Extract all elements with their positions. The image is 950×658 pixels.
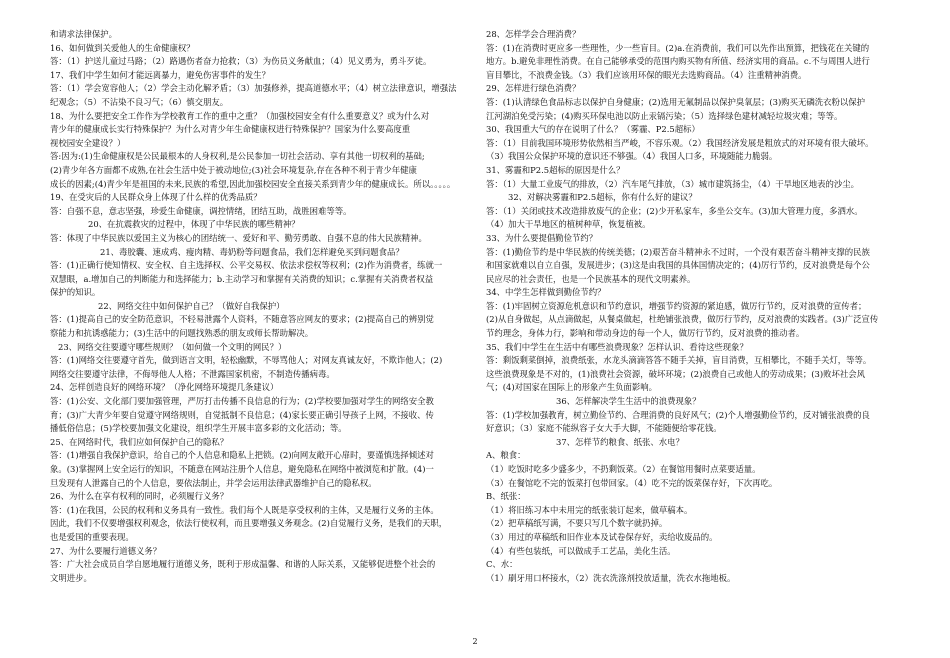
left-line: (2)青少年各方面都不成熟,在社会生活中处于被动地位;(3)社会环境复杂,存在各种不利于青少年健康 [50, 164, 417, 175]
right-line: （3）在餐馆吃不完的饭菜打包带回家。（4）吃不完的饭菜保存好，下次再吃。 [486, 477, 778, 488]
left-line: 19、在受灾后的人民群众身上体现了什么样的优秀品质？ [50, 192, 262, 203]
left-line: 18、为什么要把安全工作作为学校教育工作的重中之重？（加强校园安全有什么重要意义？或为什么对 [50, 110, 430, 121]
left-line: 保护的知识。 [50, 287, 101, 298]
left-line: 双慧眼，a.增加自己的判断能力和选择能力；b.主动学习和掌握有关消费的知识；c.掌握有关消费者权益 [50, 273, 434, 284]
right-line: 33、为什么要提倡勤俭节约？ [486, 232, 598, 243]
right-line: 答：(1)勤俭节约是中华民族的传统美德；(2)艰苦奋斗精神永不过时，一个没有艰苦奋斗精神支撑的民族 [486, 246, 870, 257]
left-line: 视校园安全建设？） [50, 137, 126, 148]
right-line: 地方。b.避免非理性消费。在自己能够承受的范围内购买物有所值、经济实用的商品。c.不与周围人进行 [486, 56, 870, 67]
left-line: 答：（1）护送儿童过马路；（2）路遇伤者奋力抢救；（3）为伤员义务献血；（4）见义勇为，勇斗歹徒。 [50, 56, 432, 67]
left-line: 答：(1)公安、文化部门要加强管理，严厉打击传播不良信息的行为；(2)学校要加强对学生的网络安全教 [50, 396, 434, 407]
right-line: 30、我国重大气的存在说明了什么？（雾霾、P2.5超标） [486, 124, 700, 135]
right-line: 28、怎样学会合理消费？ [486, 29, 581, 39]
left-line: 也是爱国的重要表现。 [50, 531, 134, 542]
left-line: 17、我们中学生如何才能远离暴力，避免伤害事件的发生？ [50, 69, 271, 80]
left-line: 答：(1)正确行使知情权、安全权、自主选择权、公平交易权、依法求偿权等权利；(2)作为消费者，练就一 [50, 260, 443, 271]
left-line: 22、网络交往中如何保护自己？（做好自我保护） [98, 300, 285, 311]
right-line: 答：(1)牢固树立资源危机意识和节约意识，增强节约资源的紧迫感，做厉行节约，反对浪费的宣传者； [486, 300, 867, 311]
left-line: 青少年的健康成长实行特殊保护？为什么对青少年生命健康权进行特殊保护？国家为什么要高度重 [50, 124, 411, 135]
right-line: C、水： [486, 559, 518, 570]
left-line: 答：(1)在我国，公民的权利和义务具有一致性。我们每个人既是享受权利的主体，又是履行义务的主体。 [50, 504, 439, 515]
right-line: 答：(1)学校加强教育，树立勤俭节约、合理消费的良好风气；(2)个人增强勤俭节约，反对铺张浪费的良 [486, 409, 870, 420]
left-line: 答:因为:(1)生命健康权是公民最根本的人身权利,是公民参加一切社会活动、享有其他一切权利的基础; [50, 151, 425, 162]
right-line: 这些浪费现象是不对的，(1)浪费社会资源，破坏环境；(2)浪费自己或他人的劳动成果；(3)败坏社会风 [486, 368, 865, 379]
left-line: 成长的因素;(4)青少年是祖国的未来,民族的希望,因此加强校园安全直接关系到青少年的健康成长。所以。。。。。 [50, 178, 456, 189]
left-line: 答：体现了中华民族以爱国主义为核心的团结统一、爱好和平、勤劳勇敢、自强不息的伟大民族精神。 [50, 232, 427, 243]
right-line: 和国家就难以自立自强，发展进步；(3)这是由我国的具体国情决定的；(4)厉行节约，反对浪费是每个公 [486, 260, 870, 271]
right-line: 节约理念，身体力行，影响和带动身边的每一个人，做厉行节约，反对浪费的推动者。 [486, 328, 805, 339]
left-line: 27、为什么要履行道德义务？ [50, 545, 162, 556]
right-line: （1）刷牙用口杯接水，（2）洗衣洗涤剂投放适量，洗衣水拖地板。 [486, 572, 736, 583]
left-line: 答：(1)提高自己的安全防范意识，不轻易泄露个人资料，不随意答应网友的要求；(2)提高自己的辨别觉 [50, 314, 434, 325]
right-line: （3）用过的草稿纸和旧作业本及试卷保存好，卖给收废品的。 [486, 531, 718, 542]
left-line: 旦发现有人泄露自己的个人信息，要依法制止，并学会运用法律武器维护自己的隐私权。 [50, 477, 377, 488]
right-line: 答：（1）目前我国环境形势依然相当严峻，不容乐观。（2）我国经济发展是粗放式的对环境有很大破坏。 [486, 137, 874, 148]
right-line: 答：(1)在消费时更应多一些理性，少一些盲目。(2)a.在消费前，我们可以先作出预算，把钱花在关键的 [486, 42, 870, 53]
right-line: 答：（1）大量工业废气的排放，（2）汽车尾气排放，（3）城市建筑扬尘，（4）干旱地区地表的沙尘。 [486, 178, 860, 189]
right-column [486, 28, 904, 585]
left-line: 答：(1)网络交往要遵守首先，做到语言文明，轻松幽默，不辱骂他人；对网友真诚友好，不欺诈他人；(2) [50, 355, 443, 366]
left-line: 16、如何做到关爱他人的生命健康权？ [50, 42, 195, 53]
left-line: 23、网络交往要遵守哪些规则？（如何做一个文明的网民？） [58, 341, 287, 352]
right-line: 32、对解决雾霾和P2.5超标，你有什么好的建议？ [508, 192, 697, 203]
right-line: 35、我们中学生在生活中有哪些浪费现象？怎样认识、看待这些现象？ [486, 341, 748, 352]
right-line: (2)从自身做起，从点滴做起，从餐桌做起，杜绝铺张浪费，做厉行节约，反对浪费的实践者。(3)广泛宣传 [486, 314, 879, 325]
left-line: 答：（1）学会宽容他人；（2）学会主动化解矛盾；（3）加强修养，提高道德水平；（4）树立法律意识，增强法 [50, 83, 457, 94]
right-line: 江河湖泊免受污染；(4)购买环保电池以防止汞镉污染；（5）选择绿色建材减轻垃圾灾难；等等。 [486, 110, 843, 121]
right-line: 答：（1）关闭或技术改造排放废气的企业；(2)少开私家车，多坐公交车。(3)加大管理力度，多洒水。 [486, 205, 863, 216]
right-line: （4）加大干旱地区的植树种草，恢复植被。 [486, 219, 651, 230]
right-line: 气；(4)对国家在国际上的形象产生负面影响。 [486, 382, 657, 393]
left-line: 因此，我们不仅要增强权利观念，依法行使权利，而且要增强义务观念。(2)自觉履行义务，是我们的天职， [50, 518, 448, 529]
right-line: （1）吃饭时吃多少盛多少，不扔剩饭菜。（2）在餐馆用餐时点菜要适量。 [486, 464, 761, 474]
right-line: （1）将旧练习本中未用完的纸张装订起来，做草稿本。 [486, 504, 693, 515]
right-line: B、纸张： [486, 491, 526, 502]
left-line: 24、怎样创造良好的网络环境？（净化网络环境提几条建议） [50, 382, 279, 393]
right-line: （3）我国公众保护环境的意识还不够强。（4）我国人口多，环境随能力脆弱。 [486, 151, 778, 162]
left-column [50, 28, 474, 585]
right-line: 29、怎样进行绿色消费？ [486, 83, 581, 94]
left-line: 答：广大社会成员自学自愿地履行道德义务，既利于形成温馨、和谐的人际关系，又能够促进整个社会的 [50, 559, 436, 570]
left-line: 网络交往要遵守法律，不侮辱他人人格；不泄露国家机密，不制造传播病毒。 [50, 368, 335, 379]
left-line: 答：(1)增强自我保护意识，给自己的个人信息和隐私上把锁。(2)向网友敞开心扉时，要谨慎选择倾述对 [50, 450, 434, 461]
right-line: （4）有些包装纸，可以做成手工艺品，美化生活。 [486, 545, 676, 556]
left-line: 和请求法律保护。 [50, 29, 117, 39]
right-line: 民应尽的社会责任，也是一个民族基本的现代文明素养。 [486, 273, 696, 284]
left-line: 察能力和抗诱惑能力；(3)生活中的问题找熟悉的朋友或师长帮助解决。 [50, 328, 314, 339]
right-line: 盲目攀比，不浪费金钱。（3）我们应该用环保的眼光去选购商品。（4）注重精神消费。 [486, 69, 807, 80]
left-line: 20、在抗震救灾的过程中，体现了中华民族的哪些精神？ [88, 219, 300, 230]
left-line: 育；(3)广大青少年要自觉遵守网络规则，自觉抵制不良信息；(4)家长要正确引导孩子上网，不接收、传 [50, 409, 434, 420]
left-line: 答：自强不息，意志坚强，珍爱生命健康，调控情绪，团结互助，战胜困难等等。 [50, 205, 352, 216]
right-line: （2）把草稿纸写满，不要只写几个数字就扔掉。 [486, 518, 668, 529]
left-line: 纪观念；（5）不沾染不良习气；（6）慎交朋友。 [50, 96, 229, 107]
right-line: 31、雾霾和P2.5超标的原因是什么？ [486, 164, 625, 175]
right-line: 答：剩饭剩菜倒掉，浪费纸张，水龙头滴滴答答不随手关掉，盲目消费，互相攀比，不随手关灯，等等。 [486, 355, 872, 366]
right-line: 答：(1)认清绿色食品标志以保护自身健康；(2)选用无氟制品以保护臭氧层；(3)购买无磷洗衣粉以保护 [486, 96, 865, 107]
page-number: 2 [472, 637, 478, 646]
left-line: 象。(3)掌握网上安全运行的知识，不随意在网站注册个人信息，避免隐私在网络中被浏览和扩散。(4)一 [50, 464, 434, 474]
left-line: 21、毒胶囊、速成鸡、瘦肉精、毒奶粉等问题食品，我们怎样避免买到问题食品？ [100, 246, 404, 257]
right-line: 37、怎样节约粮食、纸张、水电？ [556, 436, 684, 447]
right-line: 好意识；（3）家庭不能纵容子女大手大脚，不能随便给零花钱。 [486, 423, 722, 434]
right-line: 34、中学生怎样做到勤俭节约？ [486, 287, 606, 298]
right-line: A、粮食： [486, 450, 526, 461]
left-line: 文明进步。 [50, 572, 92, 583]
right-line: 36、怎样解决学生生活中的浪费现象？ [556, 396, 701, 407]
left-line: 26、为什么在享有权利的同时，必须履行义务？ [50, 491, 229, 502]
left-line: 25、在网络时代，我们应如何保护自己的隐私？ [50, 436, 229, 447]
left-line: 播低俗信息；(5)学校要加强文化建设，组织学生开展丰富多彩的文化活动；等。 [50, 423, 347, 434]
